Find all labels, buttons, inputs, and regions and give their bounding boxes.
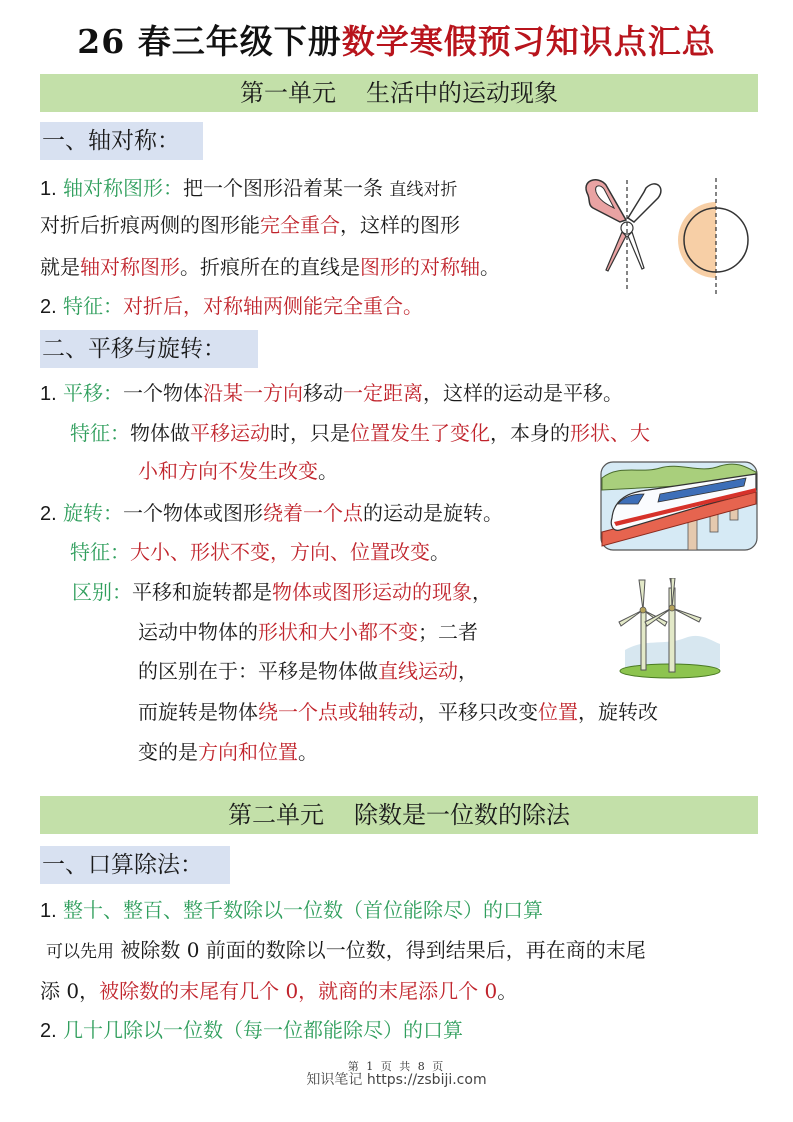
- oral-division-item2-title: 2. 几十几除以一位数（每一位都能除尽）的口算: [40, 1018, 464, 1042]
- section-heading-translation-rotation: 二、平移与旋转：: [40, 330, 258, 368]
- rotation-definition-line: 2. 旋转：一个物体或图形绕着一个点的运动是旋转。: [40, 501, 504, 525]
- difference-line5: 变的是方向和位置。: [138, 740, 318, 764]
- oral-division-item1-line3: 添 0，被除数的末尾有几个 0，就商的末尾添几个 0。: [40, 979, 518, 1003]
- scissors-icon: [586, 180, 661, 290]
- oral-division-item1-title: 1. 整十、整百、整千数除以一位数（首位能除尽）的口算: [40, 898, 544, 922]
- unit2-header: [40, 796, 758, 834]
- translation-feature-line2: 小和方向不发生改变。: [138, 459, 338, 483]
- unit2-label: 第二单元: [228, 801, 324, 829]
- title-grade: 26 春三年级下册: [77, 22, 342, 61]
- section-heading-axial-symmetry: 一、轴对称：: [40, 122, 203, 160]
- title-topic: 数学寒假预习知识点汇总: [341, 22, 716, 61]
- page-number: 第 1 页 共 8 页: [347, 1060, 446, 1073]
- symmetry-definition-line2: 对折后折痕两侧的图形能完全重合，这样的图形: [40, 213, 460, 237]
- unit1-label: 第一单元: [240, 79, 336, 107]
- term-axial-symmetric-figure: 轴对称图形：: [63, 176, 184, 200]
- translation-definition-line: 1. 平移：一个物体沿某一方向移动一定距离，这样的运动是平移。: [40, 381, 624, 405]
- section-heading-oral-division: 一、口算除法：: [40, 846, 230, 884]
- scissors-and-circle-illustration: [578, 170, 758, 298]
- difference-line1: 区别：平移和旋转都是物体或图形运动的现象，: [72, 580, 492, 604]
- difference-line3: 的区别在于：平移是物体做直线运动，: [138, 659, 478, 683]
- difference-line2: 运动中物体的形状和大小都不变；二者: [138, 620, 478, 644]
- site-watermark: 知识笔记 https://zsbiji.com: [306, 1072, 487, 1088]
- rotation-feature-line: 特征：大小、形状不变，方向、位置改变。: [70, 540, 450, 564]
- high-speed-train-illustration: [600, 460, 758, 552]
- symmetry-definition-line3: 就是轴对称图形。折痕所在的直线是图形的对称轴。: [40, 255, 500, 279]
- unit2-name: 除数是一位数的除法: [354, 801, 570, 829]
- oral-division-item1-line2: 可以先用 被除数 0 前面的数除以一位数，得到结果后，再在商的末尾: [46, 938, 646, 962]
- circle-icon: [678, 178, 748, 295]
- unit1-header: [40, 74, 758, 112]
- wind-turbine-illustration: [615, 578, 725, 680]
- difference-line4: 而旋转是物体绕一个点或轴转动，平移只改变位置，旋转改: [138, 700, 658, 724]
- document-title: [0, 18, 793, 66]
- unit1-name: 生活中的运动现象: [366, 79, 558, 107]
- symmetry-feature-line: 2. 特征：对折后，对称轴两侧能完全重合。: [40, 294, 424, 318]
- symmetry-definition-line1: 1. 轴对称图形：把一个图形沿着某一条 直线对折: [40, 176, 458, 200]
- translation-feature-line1: 特征：物体做平移运动时，只是位置发生了变化，本身的形状、大: [70, 421, 650, 445]
